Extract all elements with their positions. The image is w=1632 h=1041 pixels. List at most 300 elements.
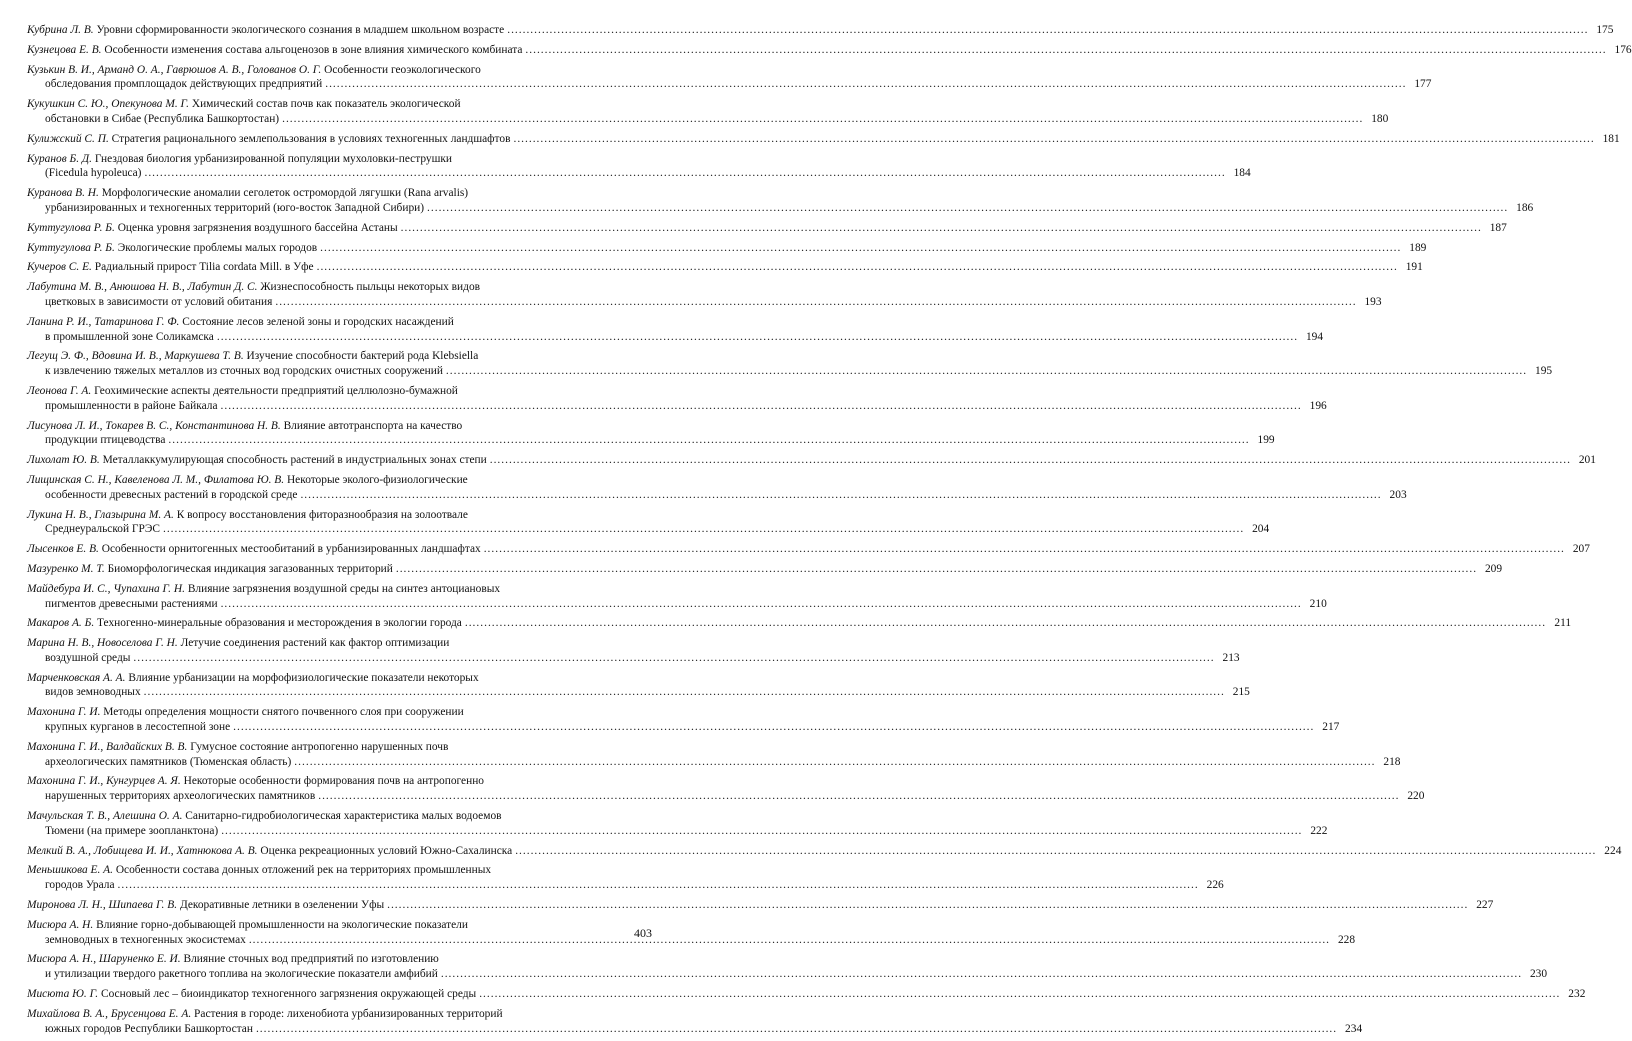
toc-entry-text — [45, 878, 115, 893]
toc-entry-author: Мелкий В. А., Лобищева И. И., Хатнюкова А. В. — [27, 844, 258, 857]
toc-leader-dots — [446, 364, 1527, 379]
toc-entry-author: Мисюра А. Н., Шаруненко Е. И. — [27, 953, 181, 966]
toc-entry-title: Влияние автотранспорта на качество — [283, 419, 463, 432]
toc-leader-dots — [427, 201, 1508, 216]
toc-entry-page: 184 — [1233, 167, 1251, 180]
toc-entry-line — [27, 166, 1251, 181]
toc-entry-text — [45, 967, 438, 982]
toc-entry — [27, 1007, 1363, 1037]
toc-entry-line — [27, 636, 655, 651]
toc-entry-line — [27, 952, 655, 967]
toc-entry — [27, 419, 1275, 449]
toc-entry-text — [27, 221, 398, 236]
toc-leader-dots — [118, 878, 1199, 893]
toc-entry-author: Меньшикова Е. А. — [27, 864, 113, 877]
toc-entry-page: 191 — [1405, 261, 1423, 274]
toc-entry — [27, 315, 1324, 345]
toc-entry — [27, 508, 1270, 538]
toc-entry-line — [27, 260, 1423, 275]
toc-leader-dots — [484, 542, 1565, 557]
toc-entry-title: Оценка рекреационных условий Южно-Сахалинска — [260, 844, 513, 857]
toc-entry-title: Геохимические аспекты деятельности предприятий целлюлозно-бумажной — [94, 384, 458, 397]
toc-leader-dots — [275, 295, 1356, 310]
toc-entry-text — [27, 774, 484, 789]
toc-entry-line — [27, 186, 655, 201]
toc-entry-text — [27, 453, 487, 468]
toc-leader-dots — [441, 967, 1522, 982]
toc-entry-title: археологических памятников (Тюменская область) — [45, 755, 292, 768]
toc-entry-line — [27, 522, 1270, 537]
toc-entry-text — [27, 898, 384, 913]
toc-entry-line — [27, 280, 655, 295]
toc-entry-line — [27, 384, 655, 399]
toc-leader-dots — [465, 616, 1546, 631]
toc-entry — [27, 774, 1425, 804]
toc-entry-line — [27, 43, 1632, 58]
toc-entry — [27, 636, 1240, 666]
toc-entry-line — [27, 824, 1328, 839]
toc-entry-title: Влияние горно-добывающей промышленности на экологические показатели — [96, 918, 468, 931]
toc-entry-line — [27, 597, 1327, 612]
toc-entry-title: в промышленной зоне Соликамска — [45, 330, 214, 343]
toc-entry-author: Лихолат Ю. В. — [27, 454, 100, 467]
toc-entry-text — [27, 1007, 503, 1022]
toc-entry-page: 215 — [1232, 686, 1250, 699]
toc-entry-title: Состояние лесов зеленой зоны и городских насаждений — [182, 315, 454, 328]
toc-entry-line — [27, 349, 655, 364]
toc-entry-text — [27, 844, 512, 859]
toc-entry-text — [45, 597, 218, 612]
toc-entry — [27, 260, 1423, 275]
toc-entry-line — [27, 23, 1614, 38]
toc-leader-dots — [282, 112, 1363, 127]
toc-entry-line — [27, 809, 655, 824]
toc-entry-title: Морфологические аномалии сеголеток остромордой лягушки (Rana arvalis) — [101, 187, 469, 200]
toc-entry-page: 217 — [1322, 721, 1340, 734]
toc-entry-author: Махонина Г. И. — [27, 706, 101, 719]
toc-entry-line — [27, 863, 655, 878]
toc-entry-title: Жизнеспособность пыльцы некоторых видов — [260, 281, 481, 294]
toc-entry-title: Оценка уровня загрязнения воздушного бассейна Астаны — [117, 221, 398, 234]
toc-leader-dots — [221, 824, 1302, 839]
toc-entry-page: 207 — [1572, 543, 1590, 556]
toc-entry-page: 194 — [1305, 330, 1324, 343]
toc-entry-author: Махонина Г. И., Валдайских В. В. — [27, 740, 188, 753]
toc-entry-text — [27, 952, 439, 967]
toc-entry-text — [45, 685, 141, 700]
toc-entry-title: особенности древесных растений в городской среде — [45, 488, 298, 501]
toc-leader-dots — [144, 166, 1225, 181]
toc-entry-line — [27, 1022, 1363, 1037]
toc-entry-title: крупных курганов в лесостепной зоне — [45, 721, 231, 734]
toc-entry-text — [27, 616, 462, 631]
toc-entry-line — [27, 898, 1494, 913]
toc-leader-dots — [320, 241, 1401, 256]
toc-entry-author: Лищинская С. Н., Кавеленова Л. М., Филатова Ю. В. — [27, 473, 285, 486]
toc-leader-dots — [525, 43, 1606, 58]
toc-entry-text — [45, 488, 297, 503]
toc-entry-text — [45, 824, 218, 839]
toc-entry-page: 177 — [1414, 78, 1432, 91]
toc-entry-title: пигментов древесными растениями — [45, 597, 218, 610]
toc-entry-author: Макаров А. Б. — [27, 617, 95, 630]
toc-entry-page: 220 — [1407, 790, 1425, 803]
toc-entry-text — [27, 260, 314, 275]
toc-entry-text — [27, 152, 452, 167]
toc-entry — [27, 952, 1548, 982]
toc-entry-title: Особенности состава донных отложений рек на территориях промышленных — [115, 864, 492, 877]
toc-entry-text — [45, 201, 424, 216]
toc-entry-text — [27, 384, 458, 399]
toc-entry-text — [45, 1022, 253, 1037]
toc-entry-title: земноводных в техногенных экосистемах — [45, 933, 246, 946]
toc-entry-author: Миронова Л. Н., Шипаева Г. В. — [27, 899, 178, 912]
toc-entry-text — [27, 705, 464, 720]
toc-entry-line — [27, 77, 1432, 92]
toc-entry-page: 204 — [1252, 523, 1270, 536]
toc-leader-dots — [325, 77, 1406, 92]
toc-entry — [27, 63, 1432, 93]
toc-entry-title: Металлаккумулирующая способность растений в индустриальных зонах степи — [102, 454, 487, 467]
toc-entry-title: Методы определения мощности снятого почвенного слоя при сооружении — [103, 706, 464, 719]
toc-entry-page: 203 — [1389, 488, 1407, 501]
toc-entry — [27, 280, 1382, 310]
toc-entry-title: Радиальный прирост Tilia cordata Mill. в Уфе — [94, 261, 314, 274]
toc-entry — [27, 863, 1224, 893]
toc-entry-author: Ланина Р. И., Татаринова Г. Ф. — [27, 315, 180, 328]
toc-entry-author: Кулижский С. П. — [27, 132, 109, 145]
toc-entry-page: 209 — [1484, 562, 1503, 575]
toc-entry-text — [27, 419, 462, 434]
toc-entry-text — [27, 508, 468, 523]
toc-entry-title: Летучие соединения растений как фактор оптимизации — [180, 637, 450, 650]
toc-entry-author: Мазуренко М. Т. — [27, 562, 105, 575]
toc-entry-title: обследования промплощадок действующих предприятий — [45, 78, 323, 91]
toc-entry-author: Куттугулова Р. Б. — [27, 241, 115, 254]
toc-entry-page: 193 — [1364, 295, 1382, 308]
toc-entry-text — [27, 582, 500, 597]
toc-entry-text — [27, 987, 476, 1002]
toc-entry — [27, 582, 1327, 612]
toc-leader-dots — [256, 1022, 1337, 1037]
toc-entry-title: Особенности орнитогенных местообитаний в урбанизированных ландшафтах — [101, 543, 481, 556]
toc-entry-title: Изучение способности бактерий рода Klebsiella — [246, 350, 479, 363]
toc-entry-text — [27, 23, 504, 38]
toc-entry — [27, 186, 1534, 216]
toc-entry-text — [27, 671, 479, 686]
toc-entry-line — [27, 241, 1427, 256]
toc-entry-line — [27, 419, 655, 434]
toc-entry-author: Лабутина М. В., Анюшова Н. В., Лабутин Д. С. — [27, 281, 258, 294]
toc-entry-author: Кузнецова Е. В. — [27, 43, 102, 56]
toc-entry-line — [27, 705, 655, 720]
toc-entry-text — [27, 542, 481, 557]
toc-entry-title: Влияние урбанизации на морфофизиологические показатели некоторых — [128, 671, 479, 684]
page-number: 403 — [634, 926, 652, 940]
toc-entry-author: Кукушкин С. Ю., Опекунова М. Г. — [27, 98, 189, 111]
toc-entry-line — [27, 582, 655, 597]
toc-entry-line — [27, 221, 1507, 236]
toc-entry-page: 186 — [1516, 201, 1534, 214]
toc-entry-page: 195 — [1535, 365, 1553, 378]
toc-entry-title: Влияние сточных вод предприятий по изготовлению — [183, 953, 439, 966]
toc-leader-dots — [300, 488, 1381, 503]
toc-entry — [27, 152, 1251, 182]
toc-entry — [27, 349, 1553, 379]
toc-entry-page: 180 — [1371, 112, 1389, 125]
toc-entry-title: видов земноводных — [45, 686, 141, 699]
toc-entry — [27, 705, 1340, 735]
toc-entry-author: Марина Н. В., Новоселова Г. Н. — [27, 637, 178, 650]
toc-entry-page: 187 — [1489, 221, 1507, 234]
toc-entry-line — [27, 562, 1503, 577]
toc-entry-line — [27, 789, 1425, 804]
toc-entry-text — [27, 241, 317, 256]
toc-entry-line — [27, 878, 1224, 893]
toc-entry-title: К вопросу восстановления фиторазнообразия на золоотвале — [176, 508, 468, 521]
toc-entry-line — [27, 671, 655, 686]
table-of-contents — [27, 23, 1632, 1041]
toc-leader-dots — [233, 720, 1314, 735]
toc-entry-line — [27, 918, 655, 933]
toc-entry-text — [45, 933, 246, 948]
toc-entry-title: нарушенных территориях археологических памятников — [45, 790, 316, 803]
toc-entry-text — [45, 112, 279, 127]
toc-entry-text — [27, 315, 454, 330]
toc-entry — [27, 740, 1401, 770]
toc-entry-title: урбанизированных и техногенных территорий (юго-восток Западной Сибири) — [45, 201, 425, 214]
toc-entry-line — [27, 201, 1534, 216]
toc-entry-title: Декоративные летники в озеленении Уфы — [179, 899, 385, 912]
toc-leader-dots — [221, 399, 1302, 414]
toc-entry-line — [27, 685, 1250, 700]
toc-entry-text — [45, 433, 165, 448]
toc-entry-page: 196 — [1309, 399, 1327, 412]
toc-entry-line — [27, 933, 1356, 948]
toc-entry-line — [27, 399, 1327, 414]
toc-entry-page: 199 — [1257, 434, 1275, 447]
toc-leader-dots — [318, 789, 1399, 804]
toc-entry-page: 189 — [1409, 241, 1427, 254]
toc-entry — [27, 562, 1503, 577]
toc-leader-dots — [133, 651, 1214, 666]
toc-entry-text — [27, 918, 468, 933]
toc-entry-line — [27, 967, 1548, 982]
toc-entry-line — [27, 364, 1553, 379]
toc-entry-title: Растения в городе: лихенобиота урбанизированных территорий — [194, 1007, 503, 1020]
toc-entry-line — [27, 330, 1324, 345]
toc-entry-title: Экологические проблемы малых городов — [117, 241, 318, 254]
toc-entry-text — [27, 97, 461, 112]
toc-entry — [27, 809, 1328, 839]
toc-entry-text — [27, 562, 393, 577]
toc-entry-title: Влияние загрязнения воздушной среды на синтез антоциановых — [187, 582, 501, 595]
toc-entry-text — [27, 43, 522, 58]
toc-entry-text — [27, 740, 448, 755]
toc-entry-text — [27, 636, 449, 651]
toc-entry — [27, 132, 1620, 147]
toc-entry-text — [45, 364, 443, 379]
toc-leader-dots — [294, 755, 1375, 770]
toc-entry-title: южных городов Республики Башкортостан — [45, 1022, 253, 1035]
toc-entry — [27, 987, 1586, 1002]
toc-entry-text — [45, 166, 141, 181]
toc-entry-author: Майдебура И. С., Чупахина Г. Н. — [27, 582, 185, 595]
toc-entry — [27, 241, 1427, 256]
toc-entry-text — [45, 651, 130, 666]
toc-entry-title: обстановки в Сибае (Республика Башкортостан) — [45, 112, 280, 125]
toc-entry-text — [27, 132, 510, 147]
toc-entry-author: Мисюта Ю. Г. — [27, 988, 99, 1001]
toc-entry-line — [27, 132, 1620, 147]
toc-entry-author: Легущ Э. Ф., Вдовина И. В., Маркушева Т. В. — [27, 350, 244, 363]
toc-entry-line — [27, 508, 655, 523]
toc-entry-page: 227 — [1476, 899, 1494, 912]
toc-entry-line — [27, 755, 1401, 770]
toc-entry-page: 181 — [1602, 132, 1620, 145]
toc-entry-page: 175 — [1596, 24, 1614, 36]
toc-entry-title: Среднеуральской ГРЭС — [45, 523, 160, 536]
toc-entry-text — [27, 349, 478, 364]
toc-entry-text — [45, 399, 218, 414]
toc-entry-author: Куранов Б. Д. — [27, 152, 93, 165]
toc-entry-text — [45, 295, 272, 310]
toc-entry-title: Биоморфологическая индикация загазованных территорий — [107, 562, 393, 575]
toc-leader-dots — [217, 330, 1298, 345]
toc-entry-line — [27, 112, 1389, 127]
toc-entry — [27, 43, 1632, 58]
toc-entry — [27, 23, 1614, 38]
toc-entry-line — [27, 453, 1596, 468]
toc-entry-title: Особенности изменения состава альгоценозов в зоне влияния химического комбината — [104, 43, 523, 56]
toc-leader-dots — [163, 522, 1244, 537]
toc-entry-text — [45, 755, 291, 770]
toc-entry-author: Лисунова Л. И., Токарев В. С., Константинова Н. В. — [27, 419, 281, 432]
toc-entry-title: Гнездовая биология урбанизированной популяции мухоловки-пеструшки — [94, 152, 452, 165]
toc-entry-page: 213 — [1222, 651, 1240, 664]
toc-entry — [27, 453, 1596, 468]
toc-entry — [27, 97, 1389, 127]
toc-entry-title: Сосновый лес – биоиндикатор техногенного загрязнения окружающей среды — [100, 988, 477, 1001]
toc-entry-page: 230 — [1529, 968, 1548, 981]
toc-entry-text — [45, 330, 214, 345]
toc-entry-title: Санитарно-гидробиологическая характеристика малых водоемов — [185, 810, 502, 823]
toc-entry-line — [27, 616, 1572, 631]
toc-entry — [27, 844, 1622, 859]
toc-leader-dots — [387, 898, 1468, 913]
toc-entry-line — [27, 542, 1590, 557]
toc-entry-page: 234 — [1345, 1022, 1363, 1035]
toc-entry-text — [27, 863, 491, 878]
toc-entry-page: 176 — [1614, 43, 1632, 56]
toc-entry-author: Кучеров С. Е. — [27, 261, 92, 274]
toc-entry-author: Леонова Г. А. — [27, 384, 92, 397]
toc-entry-text — [27, 280, 480, 295]
toc-entry-line — [27, 774, 655, 789]
toc-entry-page: 201 — [1578, 454, 1596, 467]
toc-entry-title: промышленности в районе Байкала — [45, 399, 218, 412]
toc-entry-title: Стратегия рационального землепользования в условиях техногенных ландшафтов — [111, 132, 511, 145]
toc-leader-dots — [507, 23, 1588, 38]
toc-leader-dots — [168, 433, 1249, 448]
toc-entry-page: 211 — [1554, 617, 1572, 630]
toc-entry — [27, 616, 1572, 631]
toc-entry-title: цветковых в зависимости от условий обитания — [45, 295, 273, 308]
toc-entry-line — [27, 97, 655, 112]
toc-entry-line — [27, 987, 1586, 1002]
toc-leader-dots — [317, 260, 1398, 275]
toc-entry-line — [27, 473, 655, 488]
toc-entry-author: Лукина Н. В., Глазырина М. А. — [27, 508, 174, 521]
toc-entry — [27, 473, 1407, 503]
toc-entry-text — [45, 77, 322, 92]
toc-entry-line — [27, 720, 1340, 735]
toc-entry-text — [45, 789, 315, 804]
toc-entry-author: Куранова В. Н. — [27, 187, 99, 200]
toc-entry-text — [27, 473, 468, 488]
toc-entry-author: Марченковская А. А. — [27, 671, 126, 684]
toc-entry-page: 226 — [1206, 879, 1224, 892]
toc-entry-author: Михайлова В. А., Брусенцова Е. А. — [27, 1007, 192, 1020]
toc-entry — [27, 384, 1327, 414]
toc-entry-title: и утилизации твердого ракетного топлива на экологические показатели амфибий — [45, 968, 438, 981]
toc-entry-line — [27, 152, 655, 167]
toc-leader-dots — [396, 562, 1477, 577]
toc-entry-title: Некоторые особенности формирования почв на антропогенно — [183, 775, 484, 788]
toc-entry-line — [27, 651, 1240, 666]
toc-entry-text — [27, 809, 502, 824]
toc-entry-title: Некоторые эколого-физиологические — [286, 473, 468, 486]
toc-leader-dots — [144, 685, 1225, 700]
toc-entry-author: Мисюра А. Н. — [27, 918, 94, 931]
toc-entry-title: Техногенно-минеральные образования и месторождения в экологии города — [97, 617, 462, 630]
toc-entry-title: Уровни сформированности экологического сознания в младшем школьном возрасте — [96, 24, 505, 36]
toc-entry — [27, 671, 1250, 701]
toc-entry-author: Кузькин В. И., Арманд О. А., Гаврюшов А. В., Голованов О. Г. — [27, 63, 322, 76]
toc-entry-title: Особенности геоэкологического — [324, 63, 481, 76]
toc-entry-line — [27, 1007, 655, 1022]
toc-entry-author: Куттугулова Р. Б. — [27, 221, 115, 234]
toc-leader-dots — [490, 453, 1571, 468]
toc-entry-line — [27, 433, 1275, 448]
toc-entry-title: Гумусное состояние антропогенно нарушенных почв — [190, 740, 449, 753]
toc-entry-title: Тюмени (на примере зоопланктона) — [45, 824, 219, 837]
toc-leader-dots — [515, 844, 1596, 859]
toc-leader-dots — [513, 132, 1594, 147]
toc-entry — [27, 918, 1356, 948]
toc-entry-title: городов Урала — [45, 879, 115, 892]
toc-entry-author: Мачульская Т. В., Алешина О. А. — [27, 810, 183, 823]
toc-entry-title: продукции птицеводства — [45, 434, 166, 447]
toc-entry-page: 210 — [1309, 597, 1327, 610]
toc-entry-title: (Ficedula hypoleuca) — [45, 167, 142, 180]
toc-entry-author: Махонина Г. И., Кунгурцев А. Я. — [27, 775, 181, 788]
toc-entry-line — [27, 844, 1622, 859]
toc-entry-line — [27, 488, 1407, 503]
toc-entry-line — [27, 315, 655, 330]
toc-entry-page: 218 — [1383, 755, 1401, 768]
toc-entry-title: Химический состав почв как показатель экологической — [191, 98, 461, 111]
toc-entry-text — [27, 63, 481, 78]
toc-entry-title: к извлечению тяжелых металлов из сточных вод городских очистных сооружений — [45, 365, 443, 378]
toc-entry-line — [27, 740, 655, 755]
toc-entry — [27, 221, 1507, 236]
toc-entry-text — [27, 186, 468, 201]
toc-leader-dots — [401, 221, 1482, 236]
toc-entry-line — [27, 63, 655, 78]
toc-entry-page: 232 — [1568, 988, 1586, 1001]
toc-entry — [27, 898, 1494, 913]
